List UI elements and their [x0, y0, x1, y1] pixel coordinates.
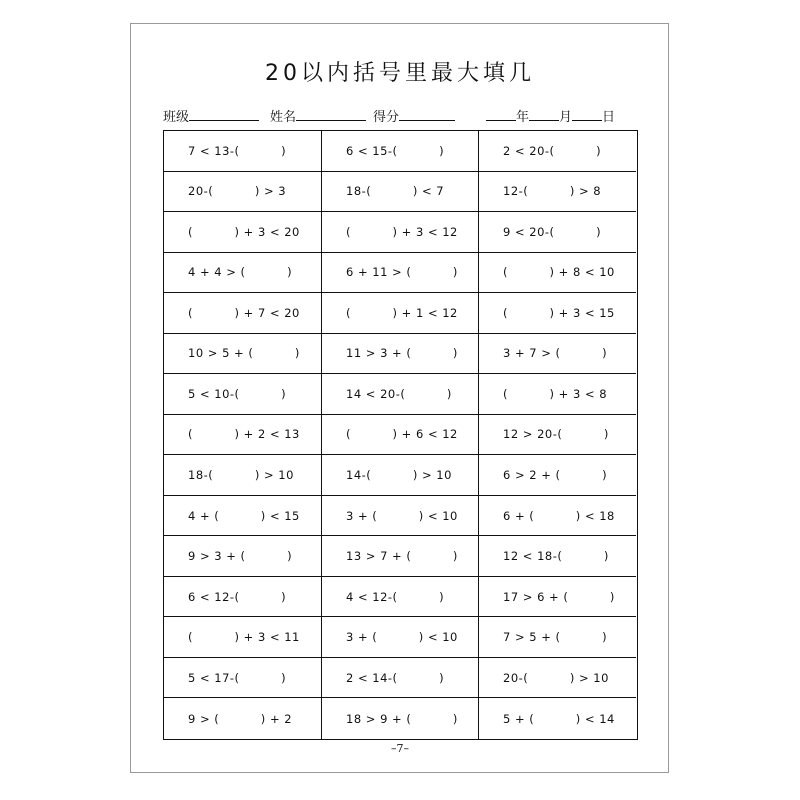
problem-cell[interactable]: 3 + ( ) < 10	[322, 617, 479, 658]
problem-cell[interactable]: 5 < 17-( )	[164, 658, 322, 699]
problem-cell[interactable]: 12 > 20-( )	[479, 415, 636, 456]
problem-cell[interactable]: 20-( ) > 10	[479, 658, 636, 699]
year-blank[interactable]	[486, 108, 516, 121]
class-blank[interactable]	[189, 108, 259, 121]
month-blank[interactable]	[529, 108, 559, 121]
problem-cell[interactable]: 9 > 3 + ( )	[164, 536, 322, 577]
problem-cell[interactable]: 2 < 20-( )	[479, 131, 636, 172]
problem-cell[interactable]: 7 > 5 + ( )	[479, 617, 636, 658]
problem-cell[interactable]: 7 < 13-( )	[164, 131, 322, 172]
problem-cell[interactable]: 18 > 9 + ( )	[322, 698, 479, 739]
problem-cell[interactable]: 12 < 18-( )	[479, 536, 636, 577]
problem-cell[interactable]: 4 + ( ) < 15	[164, 496, 322, 537]
day-label: 日	[602, 110, 616, 125]
problem-cell[interactable]: 17 > 6 + ( )	[479, 577, 636, 618]
problem-cell[interactable]: 18-( ) < 7	[322, 172, 479, 213]
page-title: 20以内括号里最大填几	[265, 61, 535, 86]
problem-cell[interactable]: 12-( ) > 8	[479, 172, 636, 213]
problem-grid	[163, 130, 638, 740]
problem-cell[interactable]: ( ) + 3 < 11	[164, 617, 322, 658]
problem-cell[interactable]: 4 < 12-( )	[322, 577, 479, 618]
problem-cell[interactable]: 14-( ) > 10	[322, 455, 479, 496]
year-label: 年	[516, 110, 530, 125]
problem-cell[interactable]: ( ) + 3 < 15	[479, 293, 636, 334]
problem-cell[interactable]: 5 + ( ) < 14	[503, 711, 615, 726]
problem-cell[interactable]: 18-( ) > 10	[164, 455, 322, 496]
problem-cell[interactable]: 6 + 11 > ( )	[322, 253, 479, 294]
problem-cell[interactable]: 11 > 3 + ( )	[322, 334, 479, 375]
problem-cell[interactable]: ( ) + 2 < 13	[164, 415, 322, 456]
problem-cell[interactable]: ( ) + 3 < 20	[164, 212, 322, 253]
problem-cell[interactable]: ( ) + 3 < 8	[479, 374, 636, 415]
name-label: 姓名	[270, 110, 297, 125]
problem-cell[interactable]: 4 + 4 > ( )	[164, 253, 322, 294]
problem-cell[interactable]: 6 > 2 + ( )	[479, 455, 636, 496]
date-field	[486, 106, 615, 126]
problem-cell[interactable]: 3 + 7 > ( )	[479, 334, 636, 375]
problem-cell[interactable]: 6 + ( ) < 18	[479, 496, 636, 537]
problem-cell[interactable]: 6 < 15-( )	[322, 131, 479, 172]
day-blank[interactable]	[572, 108, 602, 121]
class-field	[163, 106, 259, 126]
problem-cell[interactable]: 3 + ( ) < 10	[322, 496, 479, 537]
problem-cell[interactable]: ( ) + 1 < 12	[322, 293, 479, 334]
problem-cell[interactable]: 2 < 14-( )	[322, 658, 479, 699]
name-field	[270, 106, 366, 126]
problem-cell[interactable]: 13 > 7 + ( )	[322, 536, 479, 577]
problem-cell[interactable]: 5 < 10-( )	[164, 374, 322, 415]
problem-cell[interactable]: ( ) + 7 < 20	[164, 293, 322, 334]
problem-cell[interactable]: 20-( ) > 3	[164, 172, 322, 213]
name-blank[interactable]	[296, 108, 366, 121]
month-label: 月	[559, 110, 573, 125]
problem-cell[interactable]: ( ) + 3 < 12	[322, 212, 479, 253]
score-field	[373, 106, 455, 126]
problem-cell[interactable]: 9 > ( ) + 2	[164, 698, 322, 739]
problem-cell[interactable]: 10 > 5 + ( )	[164, 334, 322, 375]
problem-cell[interactable]: ( ) + 6 < 12	[322, 415, 479, 456]
problem-cell[interactable]: 6 < 12-( )	[164, 577, 322, 618]
problem-cell[interactable]: 9 < 20-( )	[479, 212, 636, 253]
score-label: 得分	[373, 110, 400, 125]
class-label: 班级	[163, 110, 190, 125]
score-blank[interactable]	[399, 108, 455, 121]
page-number: –7–	[391, 742, 409, 755]
problem-cell[interactable]: 14 < 20-( )	[322, 374, 479, 415]
problem-cell[interactable]: ( ) + 8 < 10	[479, 253, 636, 294]
